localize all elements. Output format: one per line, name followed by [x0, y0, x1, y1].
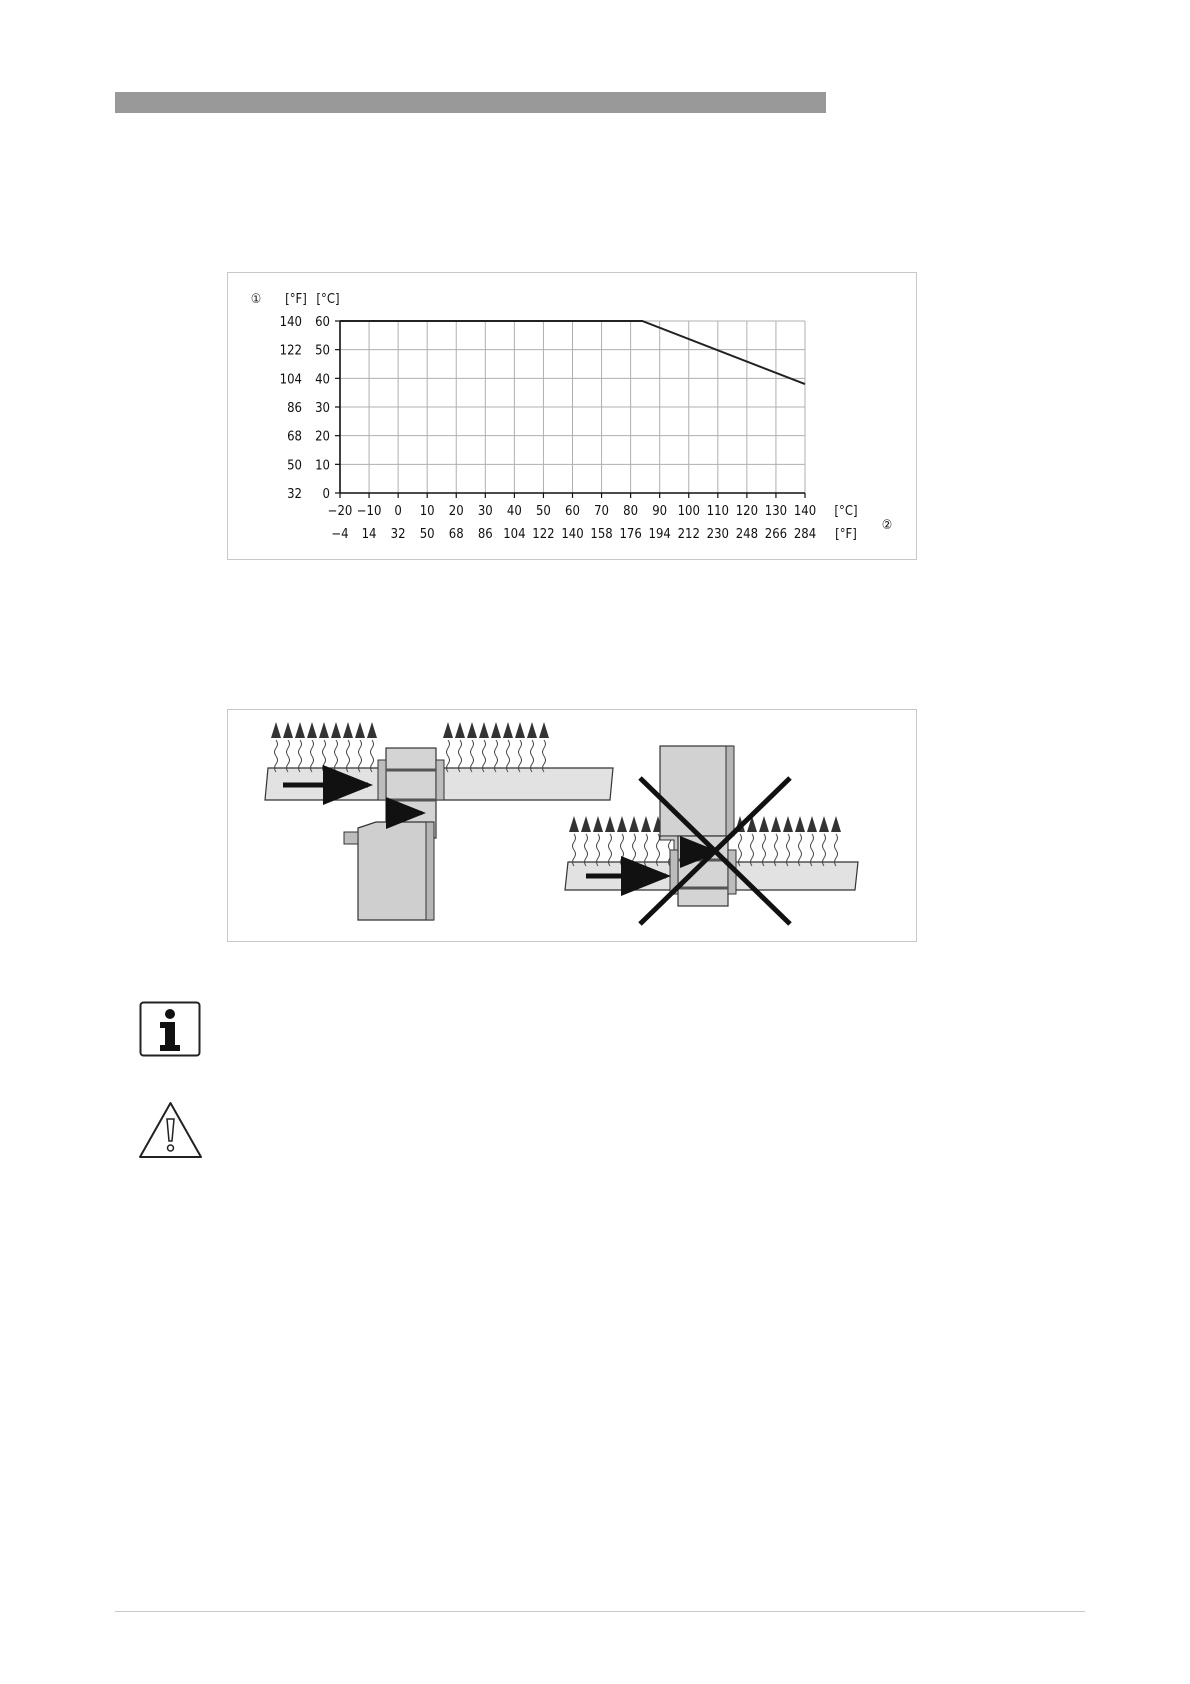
x-tick-label-c: 60 — [565, 504, 580, 519]
x-tick-label-f: 158 — [590, 527, 613, 542]
heat-radiation-icon — [735, 816, 841, 866]
heat-wave — [531, 740, 534, 772]
flame-triangle — [283, 722, 293, 738]
flame-triangle — [795, 816, 805, 832]
x-tick-label-f: 68 — [448, 527, 464, 542]
heat-wave — [751, 834, 754, 866]
header-bar — [115, 92, 826, 113]
flame-triangle — [569, 816, 579, 832]
x-tick-label-c: 140 — [793, 504, 817, 519]
y-unit-label-f: [°F] — [285, 292, 307, 307]
flame-triangle — [455, 722, 465, 738]
flame-triangle — [771, 816, 781, 832]
footer-rule — [115, 1611, 1085, 1612]
flange-left — [378, 760, 386, 800]
cable-gland — [344, 832, 358, 844]
x-tick-label-c: 100 — [677, 504, 700, 519]
x-tick-label-c: 90 — [652, 504, 668, 519]
info-icon — [139, 1001, 201, 1057]
x-tick-label-f: −4 — [331, 527, 349, 542]
installation-diagram — [227, 709, 917, 942]
heat-wave — [519, 740, 522, 772]
x-tick-label-f: 194 — [648, 527, 671, 542]
heat-wave — [811, 834, 814, 866]
heat-wave — [459, 740, 462, 772]
y-tick-label-c: 0 — [322, 487, 330, 502]
x-tick-label-c: −20 — [327, 504, 353, 519]
x-tick-label-f: 284 — [793, 527, 817, 542]
x-tick-label-c: 110 — [706, 504, 729, 519]
y-tick-label-f: 86 — [287, 401, 302, 416]
signal-converter-housing-top — [660, 746, 732, 836]
heat-wave — [371, 740, 374, 772]
heat-wave — [573, 834, 576, 866]
flange-right — [436, 760, 444, 800]
flame-triangle — [831, 816, 841, 832]
flame-triangle — [527, 722, 537, 738]
heat-radiation-icon — [271, 722, 377, 772]
heat-wave — [621, 834, 624, 866]
x-tick-label-c: 80 — [623, 504, 639, 519]
heat-wave — [543, 740, 546, 772]
flame-triangle — [319, 722, 329, 738]
heat-wave — [633, 834, 636, 866]
heat-wave — [657, 834, 660, 866]
chart-svg — [228, 273, 916, 559]
heat-wave — [507, 740, 510, 772]
flame-triangle — [605, 816, 615, 832]
x-tick-label-c: 50 — [535, 504, 551, 519]
heat-wave — [275, 740, 278, 772]
flame-triangle — [819, 816, 829, 832]
x-tick-label-f: 122 — [532, 527, 555, 542]
heat-wave — [335, 740, 338, 772]
x-tick-label-c: 130 — [764, 504, 788, 519]
correct-installation — [265, 722, 613, 920]
x-tick-label-c: 10 — [419, 504, 435, 519]
heat-wave — [775, 834, 778, 866]
y-tick-label-c: 50 — [315, 343, 330, 359]
x-tick-label-c: 0 — [394, 504, 402, 519]
y-tick-label-f: 68 — [287, 429, 302, 445]
warning-triangle-icon — [138, 1101, 203, 1159]
x-tick-label-f: 266 — [764, 527, 788, 542]
signal-converter-housing — [358, 822, 433, 920]
x-unit-label-c: [°C] — [834, 504, 858, 519]
heat-wave — [645, 834, 648, 866]
flame-triangle — [443, 722, 453, 738]
flame-triangle — [479, 722, 489, 738]
flame-triangle — [367, 722, 377, 738]
heat-wave — [823, 834, 826, 866]
x-tick-label-f: 212 — [677, 527, 700, 542]
y-tick-label-f: 104 — [279, 372, 302, 388]
flame-triangle — [539, 722, 549, 738]
flame-triangle — [503, 722, 513, 738]
flame-triangle — [617, 816, 627, 832]
x-tick-label-f: 248 — [735, 527, 759, 542]
flame-triangle — [515, 722, 525, 738]
x-tick-label-c: 70 — [594, 504, 610, 519]
callout-2: ② — [881, 518, 893, 533]
y-tick-label-c: 20 — [315, 429, 330, 445]
x-tick-label-c: −10 — [356, 504, 382, 519]
y-tick-label-f: 122 — [279, 343, 302, 359]
heat-wave — [597, 834, 600, 866]
x-unit-label-f: [°F] — [835, 527, 857, 542]
flame-triangle — [271, 722, 281, 738]
x-tick-label-f: 86 — [477, 527, 493, 542]
flame-triangle — [307, 722, 317, 738]
flame-triangle — [295, 722, 305, 738]
x-tick-label-f: 140 — [561, 527, 584, 542]
heat-wave — [799, 834, 802, 866]
x-tick-label-c: 40 — [506, 504, 522, 519]
flame-triangle — [759, 816, 769, 832]
heat-radiation-icon — [443, 722, 549, 772]
flame-triangle — [593, 816, 603, 832]
y-tick-label-f: 140 — [279, 315, 302, 330]
heat-wave — [347, 740, 350, 772]
flame-triangle — [467, 722, 477, 738]
heat-wave — [739, 834, 742, 866]
x-tick-label-f: 50 — [419, 527, 435, 542]
heat-wave — [835, 834, 838, 866]
heat-wave — [287, 740, 290, 772]
flame-triangle — [331, 722, 341, 738]
x-tick-label-f: 32 — [390, 527, 406, 542]
heat-wave — [763, 834, 766, 866]
flame-triangle — [355, 722, 365, 738]
heat-wave — [483, 740, 486, 772]
x-tick-label-c: 20 — [448, 504, 464, 519]
flame-triangle — [807, 816, 817, 832]
heat-wave — [311, 740, 314, 772]
flame-triangle — [581, 816, 591, 832]
x-tick-label-f: 230 — [706, 527, 729, 542]
heat-wave — [787, 834, 790, 866]
flame-triangle — [641, 816, 651, 832]
heat-wave — [359, 740, 362, 772]
x-tick-label-c: 30 — [477, 504, 493, 519]
x-tick-label-f: 176 — [619, 527, 642, 542]
flame-triangle — [783, 816, 793, 832]
flame-triangle — [491, 722, 501, 738]
heat-radiation-icon — [569, 816, 675, 866]
heat-wave — [495, 740, 498, 772]
heat-wave — [447, 740, 450, 772]
heat-wave — [299, 740, 302, 772]
x-tick-label-c: 120 — [735, 504, 759, 519]
y-tick-label-c: 30 — [315, 401, 330, 416]
flame-triangle — [629, 816, 639, 832]
heat-wave — [471, 740, 474, 772]
diagram-svg — [228, 710, 916, 941]
y-tick-label-f: 32 — [287, 487, 302, 502]
callout-1: ① — [250, 292, 262, 307]
y-tick-label-c: 10 — [315, 458, 330, 474]
x-tick-label-f: 14 — [361, 527, 377, 542]
flame-triangle — [343, 722, 353, 738]
temperature-derating-chart — [227, 272, 917, 560]
y-tick-label-c: 40 — [315, 372, 330, 388]
heat-wave — [585, 834, 588, 866]
heat-wave — [323, 740, 326, 772]
y-unit-label-c: [°C] — [316, 292, 340, 307]
y-tick-label-f: 50 — [287, 458, 302, 474]
y-tick-label-c: 60 — [315, 315, 330, 330]
x-tick-label-f: 104 — [503, 527, 526, 542]
heat-wave — [609, 834, 612, 866]
